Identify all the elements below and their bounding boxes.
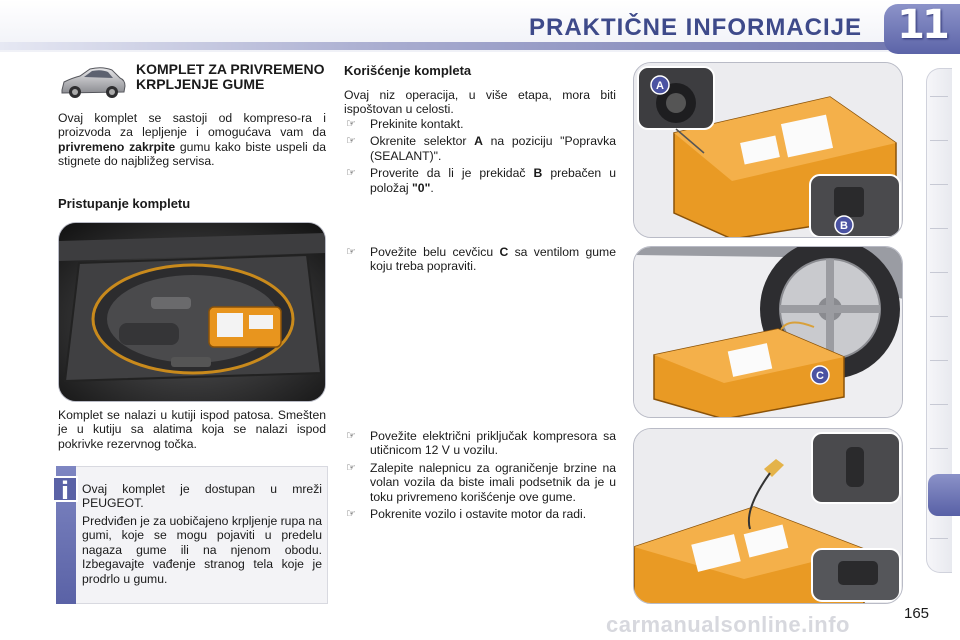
step-bold: A <box>474 134 483 149</box>
step-text: Pokrenite vozilo i ostavite motor da radi. <box>370 507 587 522</box>
step-list-2 <box>344 245 616 274</box>
step-bold-value: "0" <box>412 180 431 195</box>
tire-and-compressor <box>634 247 903 418</box>
access-heading: Pristupanje kompletu <box>58 196 191 211</box>
step-text-end: sa ventilom gume koju treba popraviti. <box>370 245 616 274</box>
step-text-end: . <box>430 180 434 195</box>
step-item <box>344 134 616 163</box>
watermark: carmanualsonline.info <box>606 612 850 637</box>
thumb-index-divider <box>930 316 948 317</box>
power-connection-illustration <box>633 428 903 604</box>
step-list-1 <box>344 117 616 195</box>
step-list-3 <box>344 429 616 521</box>
step-item <box>344 461 616 504</box>
kit-intro-bold: privremeno zakrpite <box>58 139 176 154</box>
pointing-hand-icon: ☞ <box>346 429 356 442</box>
step-text: Povežite belu cevčicu <box>370 245 500 259</box>
thumb-index-divider <box>930 272 948 273</box>
kit-title: KOMPLET ZA PRIVREMENO KRPLJENJE GUME <box>136 61 325 92</box>
pointing-hand-icon: ☞ <box>346 166 356 180</box>
usage-heading: Korišćenje kompleta <box>344 63 472 78</box>
pointing-hand-icon: ☞ <box>346 507 356 521</box>
header-band <box>0 42 960 50</box>
pointing-hand-icon: ☞ <box>346 245 356 258</box>
valve-connection-illustration <box>633 246 903 418</box>
info-text-usage: Predviđen je za uobičajeno krpljenje rupa na gumi, koje se mogu pojaviti u predelu nagaza gume ili na njenom obodu. Izbegavajte vađenje stranog tela koje je prodrlo u gumu. <box>82 514 322 586</box>
car-icon <box>58 64 128 102</box>
label-b: B <box>840 220 848 232</box>
thumb-index-divider <box>930 228 948 229</box>
page-number: 165 <box>904 605 930 622</box>
thumb-index-divider <box>930 96 948 97</box>
step-text: Zalepite nalepnicu za ograničenje brzine na volan vozila da biste imali podsetnik da je u toku privremeno korišćenje ove gume. <box>370 460 616 504</box>
step-item <box>344 429 616 458</box>
step-item <box>344 245 616 274</box>
kit-intro-paragraph <box>58 111 326 169</box>
step-item <box>344 507 616 521</box>
step-text-mid: prebačen u položaj <box>370 166 616 195</box>
thumb-index-divider <box>930 140 948 141</box>
kit-location-text: Komplet se nalazi u kutiji ispod patosa. Smešten je u kutiju sa alatima koja se nalazi ispod pokrivke rezervnog točka. <box>58 408 326 451</box>
step-bold: C <box>499 245 509 259</box>
step-item <box>344 166 616 195</box>
step-text-end: na poziciju "Popravka (SEALANT)". <box>370 134 616 163</box>
chapter-number: 11 <box>897 2 947 48</box>
thumb-index-divider <box>930 360 948 361</box>
step-item <box>344 117 616 131</box>
compressor-with-plug <box>634 429 903 604</box>
kit-intro-text-end: gumu kako biste uspeli da stignete do najbližeg servisa. <box>58 139 326 169</box>
kit-intro-text: Ovaj komplet se sastoji od kompreso-ra i proizvoda za lepljenje i omogućava vam da <box>58 111 326 140</box>
trunk-kit-photo <box>58 222 326 402</box>
step-text: Okrenite selektor <box>370 134 475 149</box>
step-text: Povežite električni priključak kompresora sa utičnicom 12 V u vozilu. <box>370 429 616 458</box>
trunk-illustration <box>59 223 326 402</box>
compressor-selector-illustration <box>633 62 903 238</box>
pointing-hand-icon: ☞ <box>346 134 356 148</box>
pointing-hand-icon: ☞ <box>346 117 356 130</box>
info-text-availability: Ovaj komplet je dostupan u mreži PEUGEOT. <box>82 482 322 511</box>
usage-intro: Ovaj niz operacija, u više etapa, mora biti ispoštovan u celosti. <box>344 88 616 117</box>
step-text: Proverite da li je prekidač <box>370 166 534 181</box>
info-icon: i <box>52 476 78 502</box>
label-c: C <box>816 370 824 382</box>
step-text: Prekinite kontakt. <box>370 117 464 131</box>
thumb-index-active-tab <box>928 474 960 516</box>
chapter-title: PRAKTIČNE INFORMACIJE <box>528 14 862 41</box>
thumb-index-divider <box>930 184 948 185</box>
thumb-index-divider <box>930 404 948 405</box>
step-bold: B <box>533 166 543 181</box>
label-a: A <box>656 80 664 92</box>
thumb-index-divider <box>930 538 948 539</box>
compressor-top-view <box>634 63 903 238</box>
thumb-index-divider <box>930 448 948 449</box>
pointing-hand-icon: ☞ <box>346 460 356 474</box>
